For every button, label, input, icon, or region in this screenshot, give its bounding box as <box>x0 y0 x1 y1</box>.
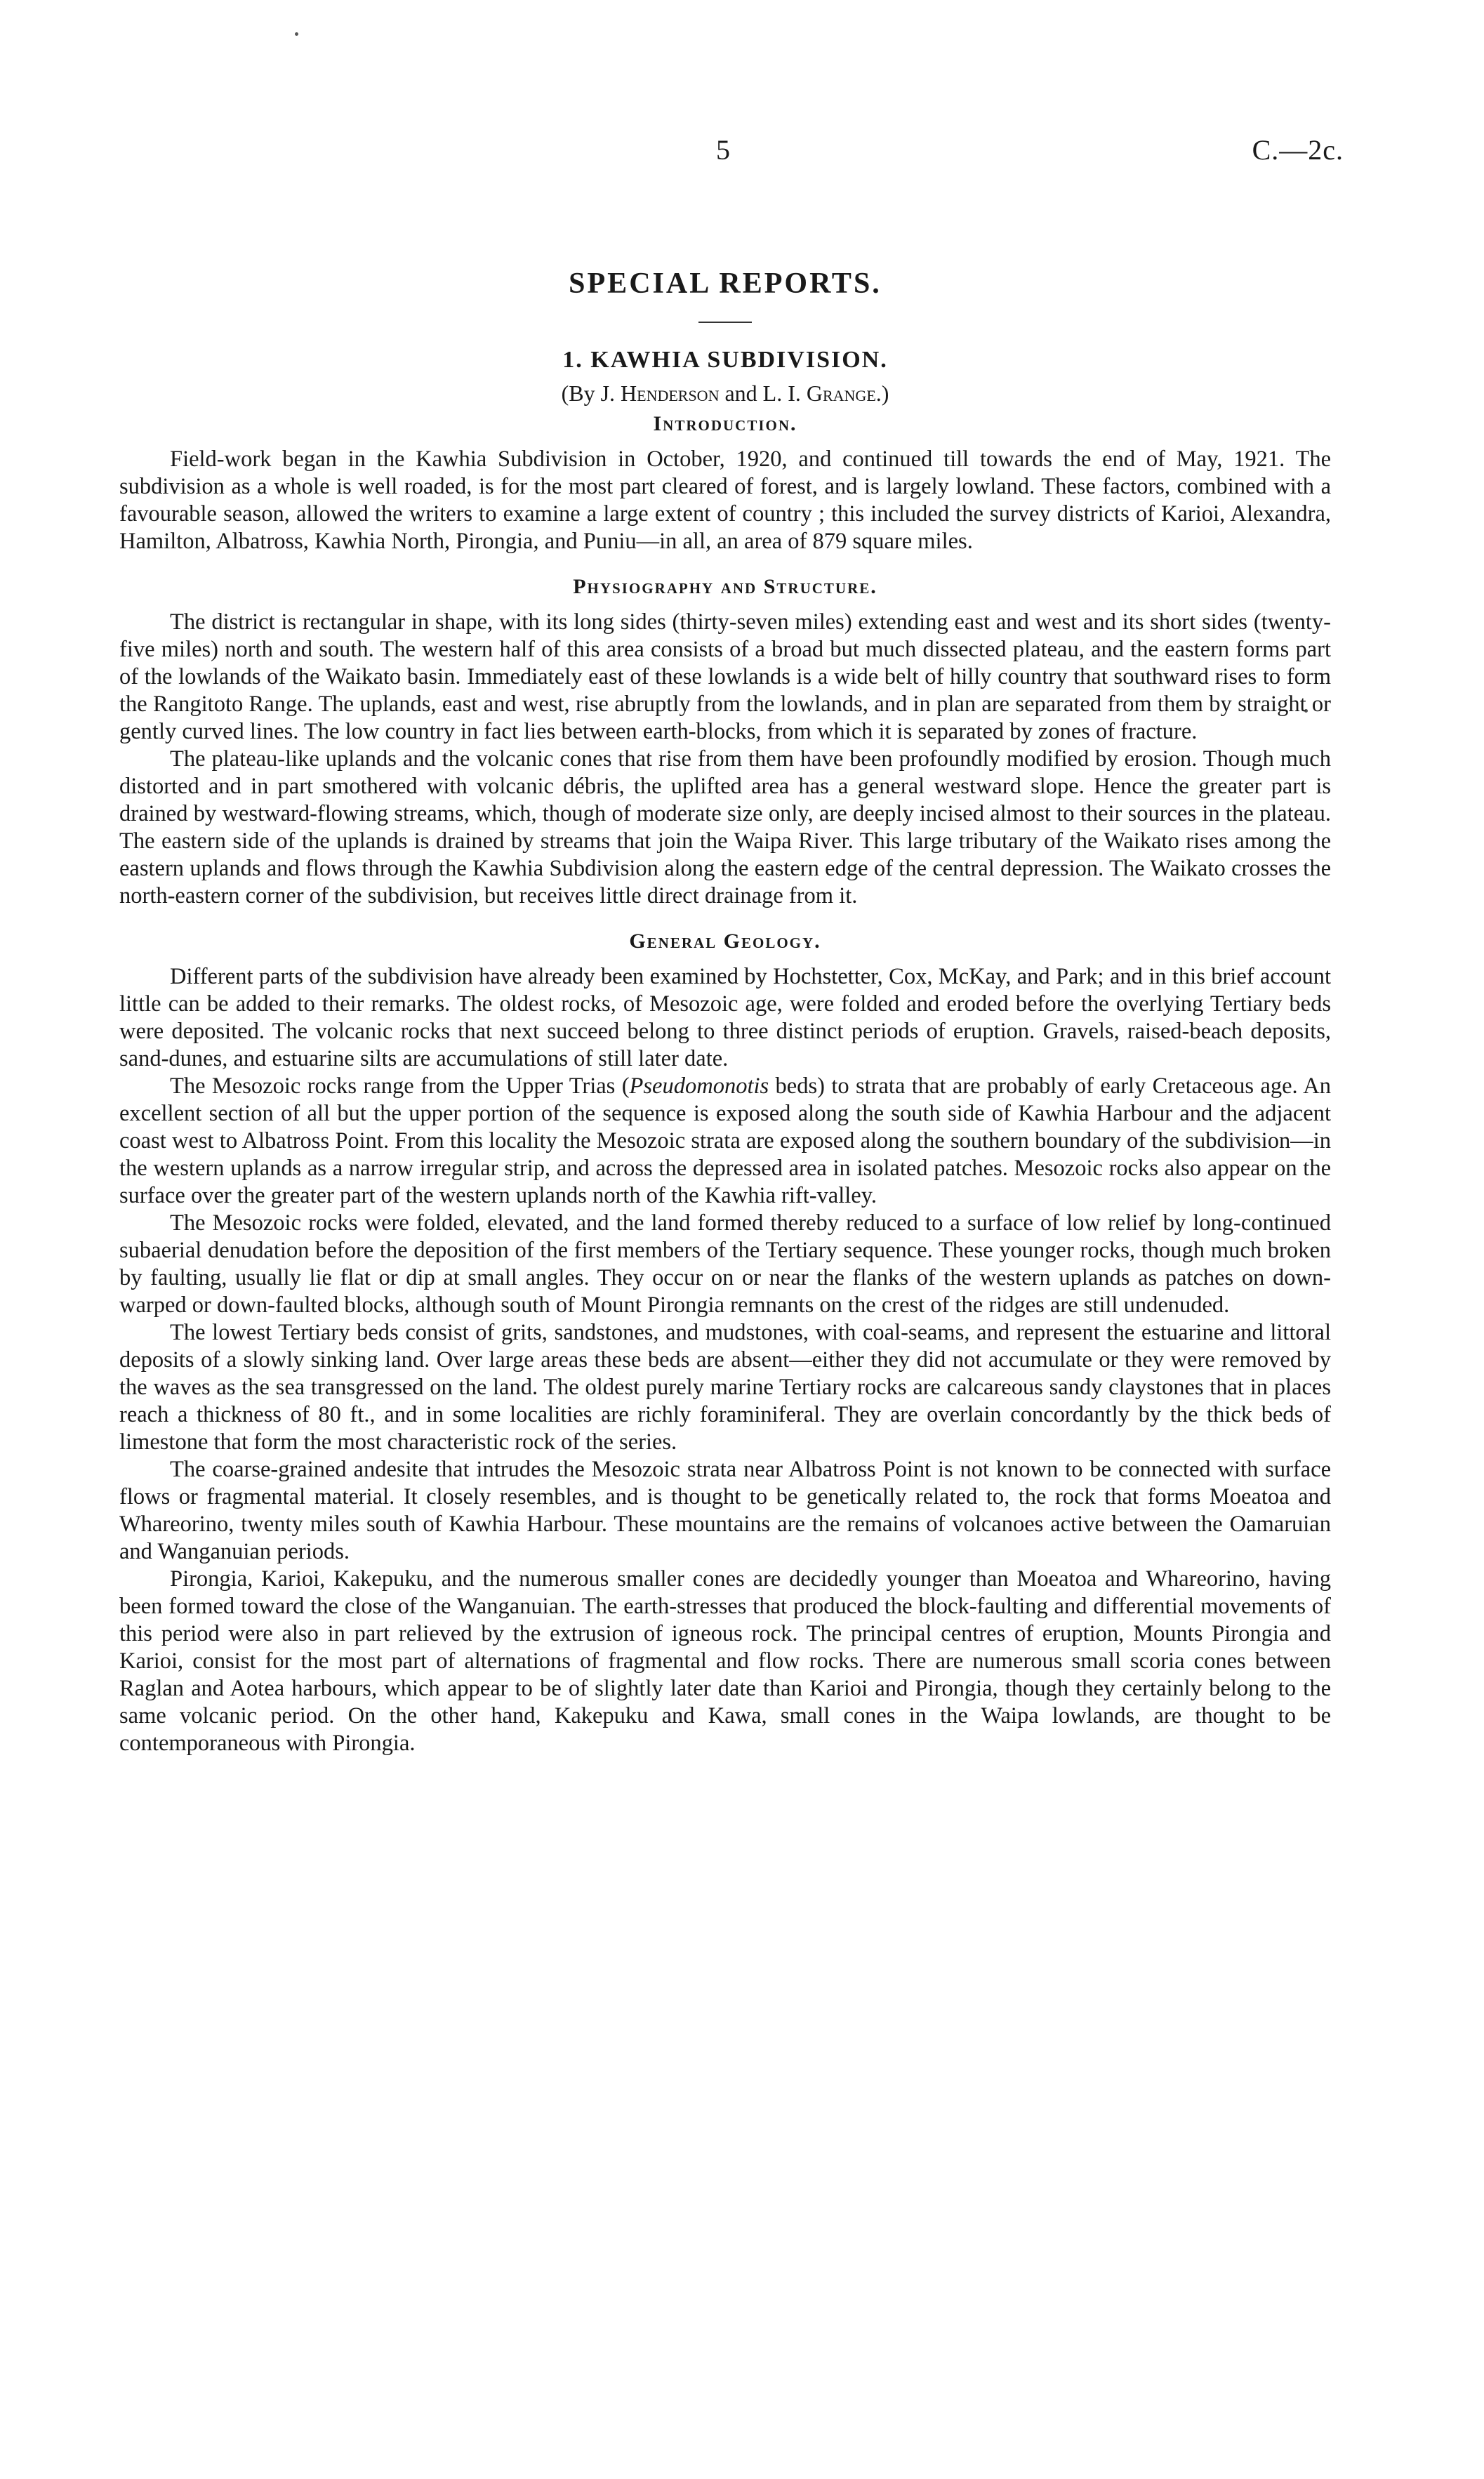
authors-prefix: (By J. <box>561 381 616 406</box>
heading-divider <box>698 322 752 323</box>
authors-and: and L. I. <box>724 381 801 406</box>
geology-paragraph: The coarse-grained andesite that intrudes the Mesozoic strata near Albatross Point is not known to be connected with surface flows or fragmental material. It closely resembles, and is thought to be genetically related to, the rock that forms Moeatoa and Whareorino, twenty miles south of Kawhia Harbour. These mountains are the remains of volcanoes active between the Oamaruian and Wanganuian periods. <box>119 1457 1331 1564</box>
introduction-paragraph: Field-work began in the Kawhia Subdivision in October, 1920, and continued till towards the end of May, 1921. The subdivision as a whole is well roaded, is for the most part cleared of forest, and is largely lowland. These factors, combined with a favourable season, allowed the writers to examine a large extent of country ; this included the survey districts of Karioi, Alexandra, Hamilton, Albatross, Kawhia North, Pirongia, and Puniu—in all, an area of 879 square miles. <box>119 447 1331 554</box>
author-henderson: Henderson <box>621 381 720 406</box>
report-authors <box>119 381 1331 406</box>
page-content <box>119 267 1331 1757</box>
geology-paragraph: The Mesozoic rocks were folded, elevated, and the land formed thereby reduced to a surface of low relief by long-continued subaerial denudation before the deposition of the first members of the Tertiary sequence. These younger rocks, though much broken by faulting, usually lie flat or dip at small angles. They occur on or near the flanks of the western uplands as patches on down-warped or down-faulted blocks, although south of Mount Pirongia remnants on the crest of the ridges are still undenuded. <box>119 1210 1331 1318</box>
introduction-heading: Introduction. <box>653 412 797 435</box>
geology-paragraph: Pirongia, Karioi, Kakepuku, and the numerous smaller cones are decidedly younger than Moeatoa and Whareorino, having been formed toward the close of the Wanganuian. The earth-stresses that produced the block-faulting and differential movements of this period were also in part relieved by the extrusion of igneous rock. The principal centres of eruption, Mounts Pirongia and Karioi, consist for the most part of alternations of fragmental and flow rocks. There are numerous small scoria cones between Raglan and Aotea harbours, which appear to be of slightly later date than Karioi and Pirongia, though they certainly belong to the same volcanic period. On the other hand, Kakepuku and Kawa, small cones in the Waipa lowlands, are thought to be contemporaneous with Pirongia. <box>119 1566 1331 1756</box>
geology-text: beds) to strata that are probably of early Cretaceous age. An excellent section of all but the upper portion of the sequence is exposed along the south side of Kawhia Harbour and the adjacent coast west to Albatross Point. From this locality the Mesozoic strata are exposed along the southern boundary of the subdivision—in the western uplands as a narrow irregular strip, and across the depressed area in isolated patches. Mesozoic rocks also appear on the surface over the greater part of the western uplands north of the Kawhia rift-valley. <box>119 1073 1331 1208</box>
author-grange: Grange <box>806 381 876 406</box>
geology-paragraph: Different parts of the subdivision have already been examined by Hochstetter, Cox, McKay, and Park; and in this brief account little can be added to their remarks. The oldest rocks, of Mesozoic age, were folded and eroded before the overlying Tertiary beds were deposited. The volcanic rocks that next succeed belong to three distinct periods of eruption. Gravels, raised-beach deposits, sand-dunes, and estuarine silts are accumulations of still later date. <box>119 964 1331 1071</box>
scan-speck <box>295 32 298 36</box>
physiography-paragraph: The plateau-like uplands and the volcanic cones that rise from them have been profoundly modified by erosion. Though much distorted and in part smothered with volcanic débris, the uplifted area has a general westward slope. Hence the greater part is drained by westward-flowing streams, which, though of moderate size only, are deeply incised almost to their sources in the plateau. The eastern side of the uplands is drained by streams that join the Waipa River. This large tributary of the Waikato rises among the eastern uplands and flows through the Kawhia Subdivision along the eastern edge of the central depression. The Waikato crosses the north-eastern corner of the subdivision, but receives little direct drainage from it. <box>119 746 1331 908</box>
document-reference: C.—2c. <box>1252 134 1344 166</box>
section-heading: SPECIAL REPORTS. <box>569 267 882 300</box>
geology-paragraph: The lowest Tertiary beds consist of grits, sandstones, and mudstones, with coal-seams, and represent the estuarine and littoral deposits of a slowly sinking land. Over large areas these beds are absent—either they did not accumulate or they were removed by the waves as the sea transgressed on the land. The oldest purely marine Tertiary rocks are calcareous sandy claystones that in places reach a thickness of 80 ft., and in some localities are richly foraminiferal. They are overlain concordantly by the thick beds of limestone that form the most characteristic rock of the series. <box>119 1320 1331 1455</box>
geology-paragraph-mesozoic <box>119 1073 1331 1210</box>
geology-heading: General Geology. <box>629 930 821 953</box>
physiography-paragraph: The district is rectangular in shape, with its long sides (thirty-seven miles) extending east and west and its short sides (twenty-five miles) north and south. The western half of this area consists of a broad but much dissected plateau, and the eastern forms part of the lowlands of the Waikato basin. Immediately east of these lowlands is a wide belt of hilly country that southward rises to form the Rangitoto Range. The uplands, east and west, rise abruptly from the lowlands, and in plan are separated from them by straight or gently curved lines. The low country in fact lies between earth-blocks, from which it is separated by zones of fracture. <box>119 609 1331 744</box>
geology-text: The Mesozoic rocks range from the Upper Trias ( <box>170 1073 630 1099</box>
physiography-heading: Physiography and Structure. <box>573 575 877 598</box>
pseudomonotis-term: Pseudomonotis <box>629 1073 769 1099</box>
authors-suffix: .) <box>875 381 889 406</box>
report-title: 1. KAWHIA SUBDIVISION. <box>562 347 888 373</box>
page-number: 5 <box>716 134 730 166</box>
